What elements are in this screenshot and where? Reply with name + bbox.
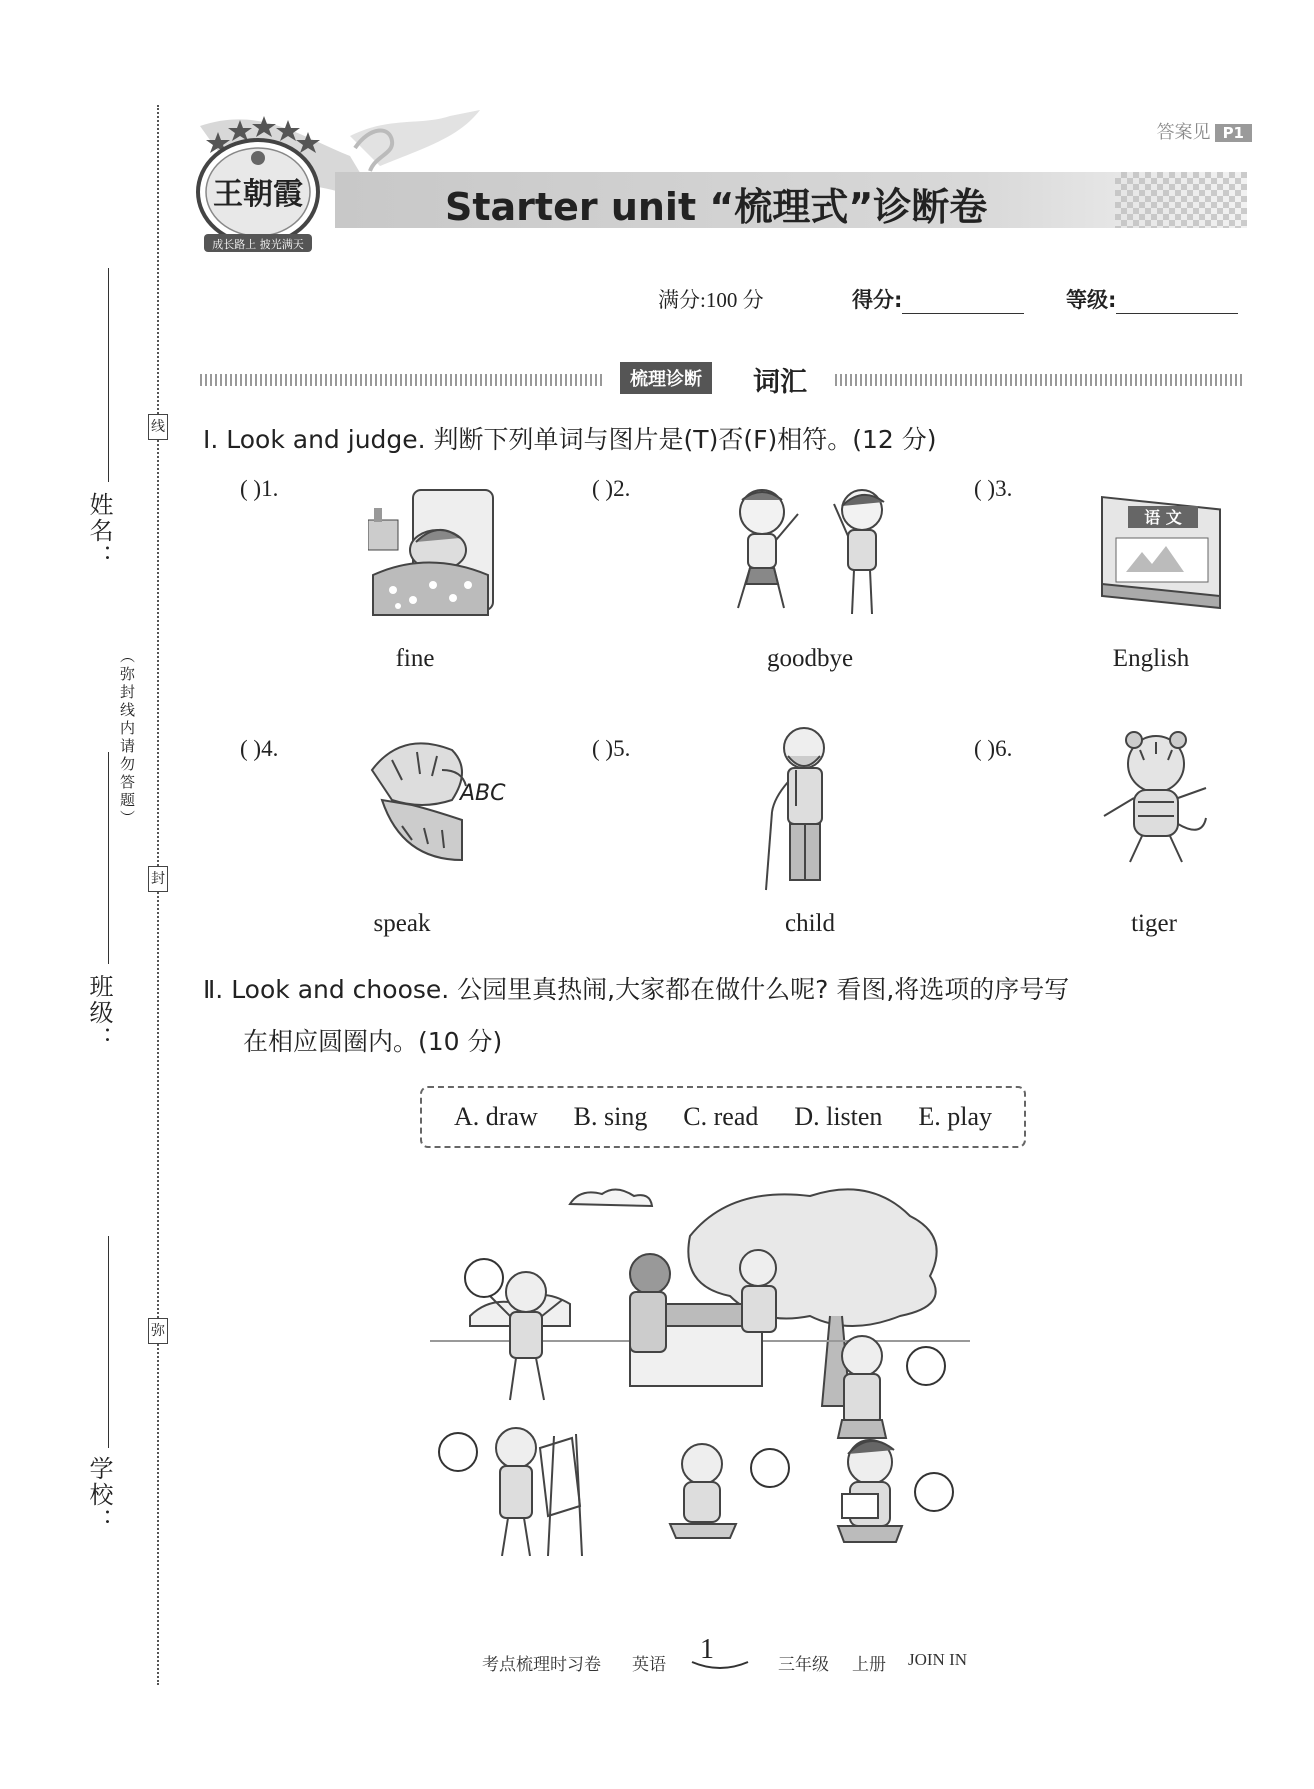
answer-paren-3[interactable]: ( )3. [974,476,1013,501]
word-1: fine [395,645,435,672]
answer-ref-text: 答案见 [1156,122,1211,143]
footer-grade: 三年级 [778,1655,829,1674]
score-field [852,284,1024,314]
answer-circle-draw [439,1433,477,1471]
answer-circle-play [751,1449,789,1487]
full-marks-text: 满分:100 分 [658,288,764,312]
wangzhaoxia-logo [190,112,326,254]
footer-volume: 上册 [852,1655,886,1674]
section-hatch-left [200,374,605,386]
school-label: 学校： [85,1456,113,1534]
logo-name: 王朝霞 [213,177,303,212]
tiger-speaking-abc-image [362,730,522,866]
page-title: Starter unit “梳理式”诊断卷 [445,185,988,229]
full-marks [658,284,764,314]
section-tag: 梳理诊断 [620,362,712,394]
option-c: C. read [683,1102,759,1131]
options-box [420,1086,1026,1148]
question-1-title: Ⅰ. Look and judge. 判断下列单词与图片是(T)否(F)相符。(12 分) [203,425,937,454]
section-hatch-right [835,374,1245,386]
option-a: A. draw [453,1102,538,1131]
option-d: D. listen [794,1102,883,1131]
score-label: 得分: [852,288,903,312]
word-6: tiger [1131,910,1177,937]
section-name: 词汇 [753,367,807,398]
answer-circle-read [915,1473,953,1511]
binding-dotted-line [157,105,159,1685]
tiger-cub-image [1094,728,1220,868]
name-blank-line[interactable] [108,268,109,482]
answer-reference [1157,118,1252,144]
question-2-title-line2: 在相应圆圈内。(10 分) [243,1027,503,1056]
word-3: English [1112,645,1190,672]
school-blank-line[interactable] [108,1236,109,1448]
binding-mark-mi: 弥 [148,1318,168,1344]
answer-paren-5[interactable]: ( )5. [592,736,631,761]
binding-mark-xian: 线 [148,414,168,440]
chinese-book-image [1092,486,1230,610]
logo-slogan: 成长路上 披光满天 [212,238,304,251]
option-e: E. play [918,1102,993,1131]
answer-paren-1[interactable]: ( )1. [240,476,279,501]
old-man-with-cane-image [752,722,852,892]
class-blank-line[interactable] [108,752,109,964]
grade-field [1066,284,1238,314]
speech-abc: ABC [460,781,506,806]
answer-paren-2[interactable]: ( )2. [592,476,631,501]
word-4: speak [373,910,431,937]
book-cover-text: 语 文 [1144,508,1182,527]
word-5: child [785,910,835,937]
sick-boy-in-bed-image [368,480,498,620]
footer-edition: JOIN IN [908,1650,968,1669]
banner-checker-pattern [1115,172,1247,228]
grade-blank[interactable] [1116,291,1238,314]
answer-paren-6[interactable]: ( )6. [974,736,1013,761]
answer-paren-4[interactable]: ( )4. [240,736,279,761]
kids-waving-image [712,484,908,624]
grade-label: 等级: [1066,288,1117,312]
word-2: goodbye [766,645,854,672]
footer-series: 考点梳理时习卷 [482,1655,601,1674]
option-b: B. sing [573,1102,648,1131]
page-number-underline [690,1660,750,1674]
class-label: 班级： [85,974,113,1052]
park-scene-image [430,1176,990,1556]
question-2-title-line1: Ⅱ. Look and choose. 公园里真热闹,大家都在做什么呢? 看图,将选项的序号写 [203,975,1070,1004]
score-blank[interactable] [902,291,1024,314]
answer-circle-listen [907,1347,945,1385]
footer-subject: 英语 [632,1655,666,1674]
answer-circle-sing [465,1259,503,1297]
binding-mark-feng: 封 [148,866,168,892]
section-header [200,367,1245,398]
answer-ref-page-badge: P1 [1215,124,1252,142]
page-number: 1 [700,1634,714,1665]
name-label: 姓名： [85,492,113,570]
binding-warning-note: （弥封线内请勿答题） [118,648,136,828]
